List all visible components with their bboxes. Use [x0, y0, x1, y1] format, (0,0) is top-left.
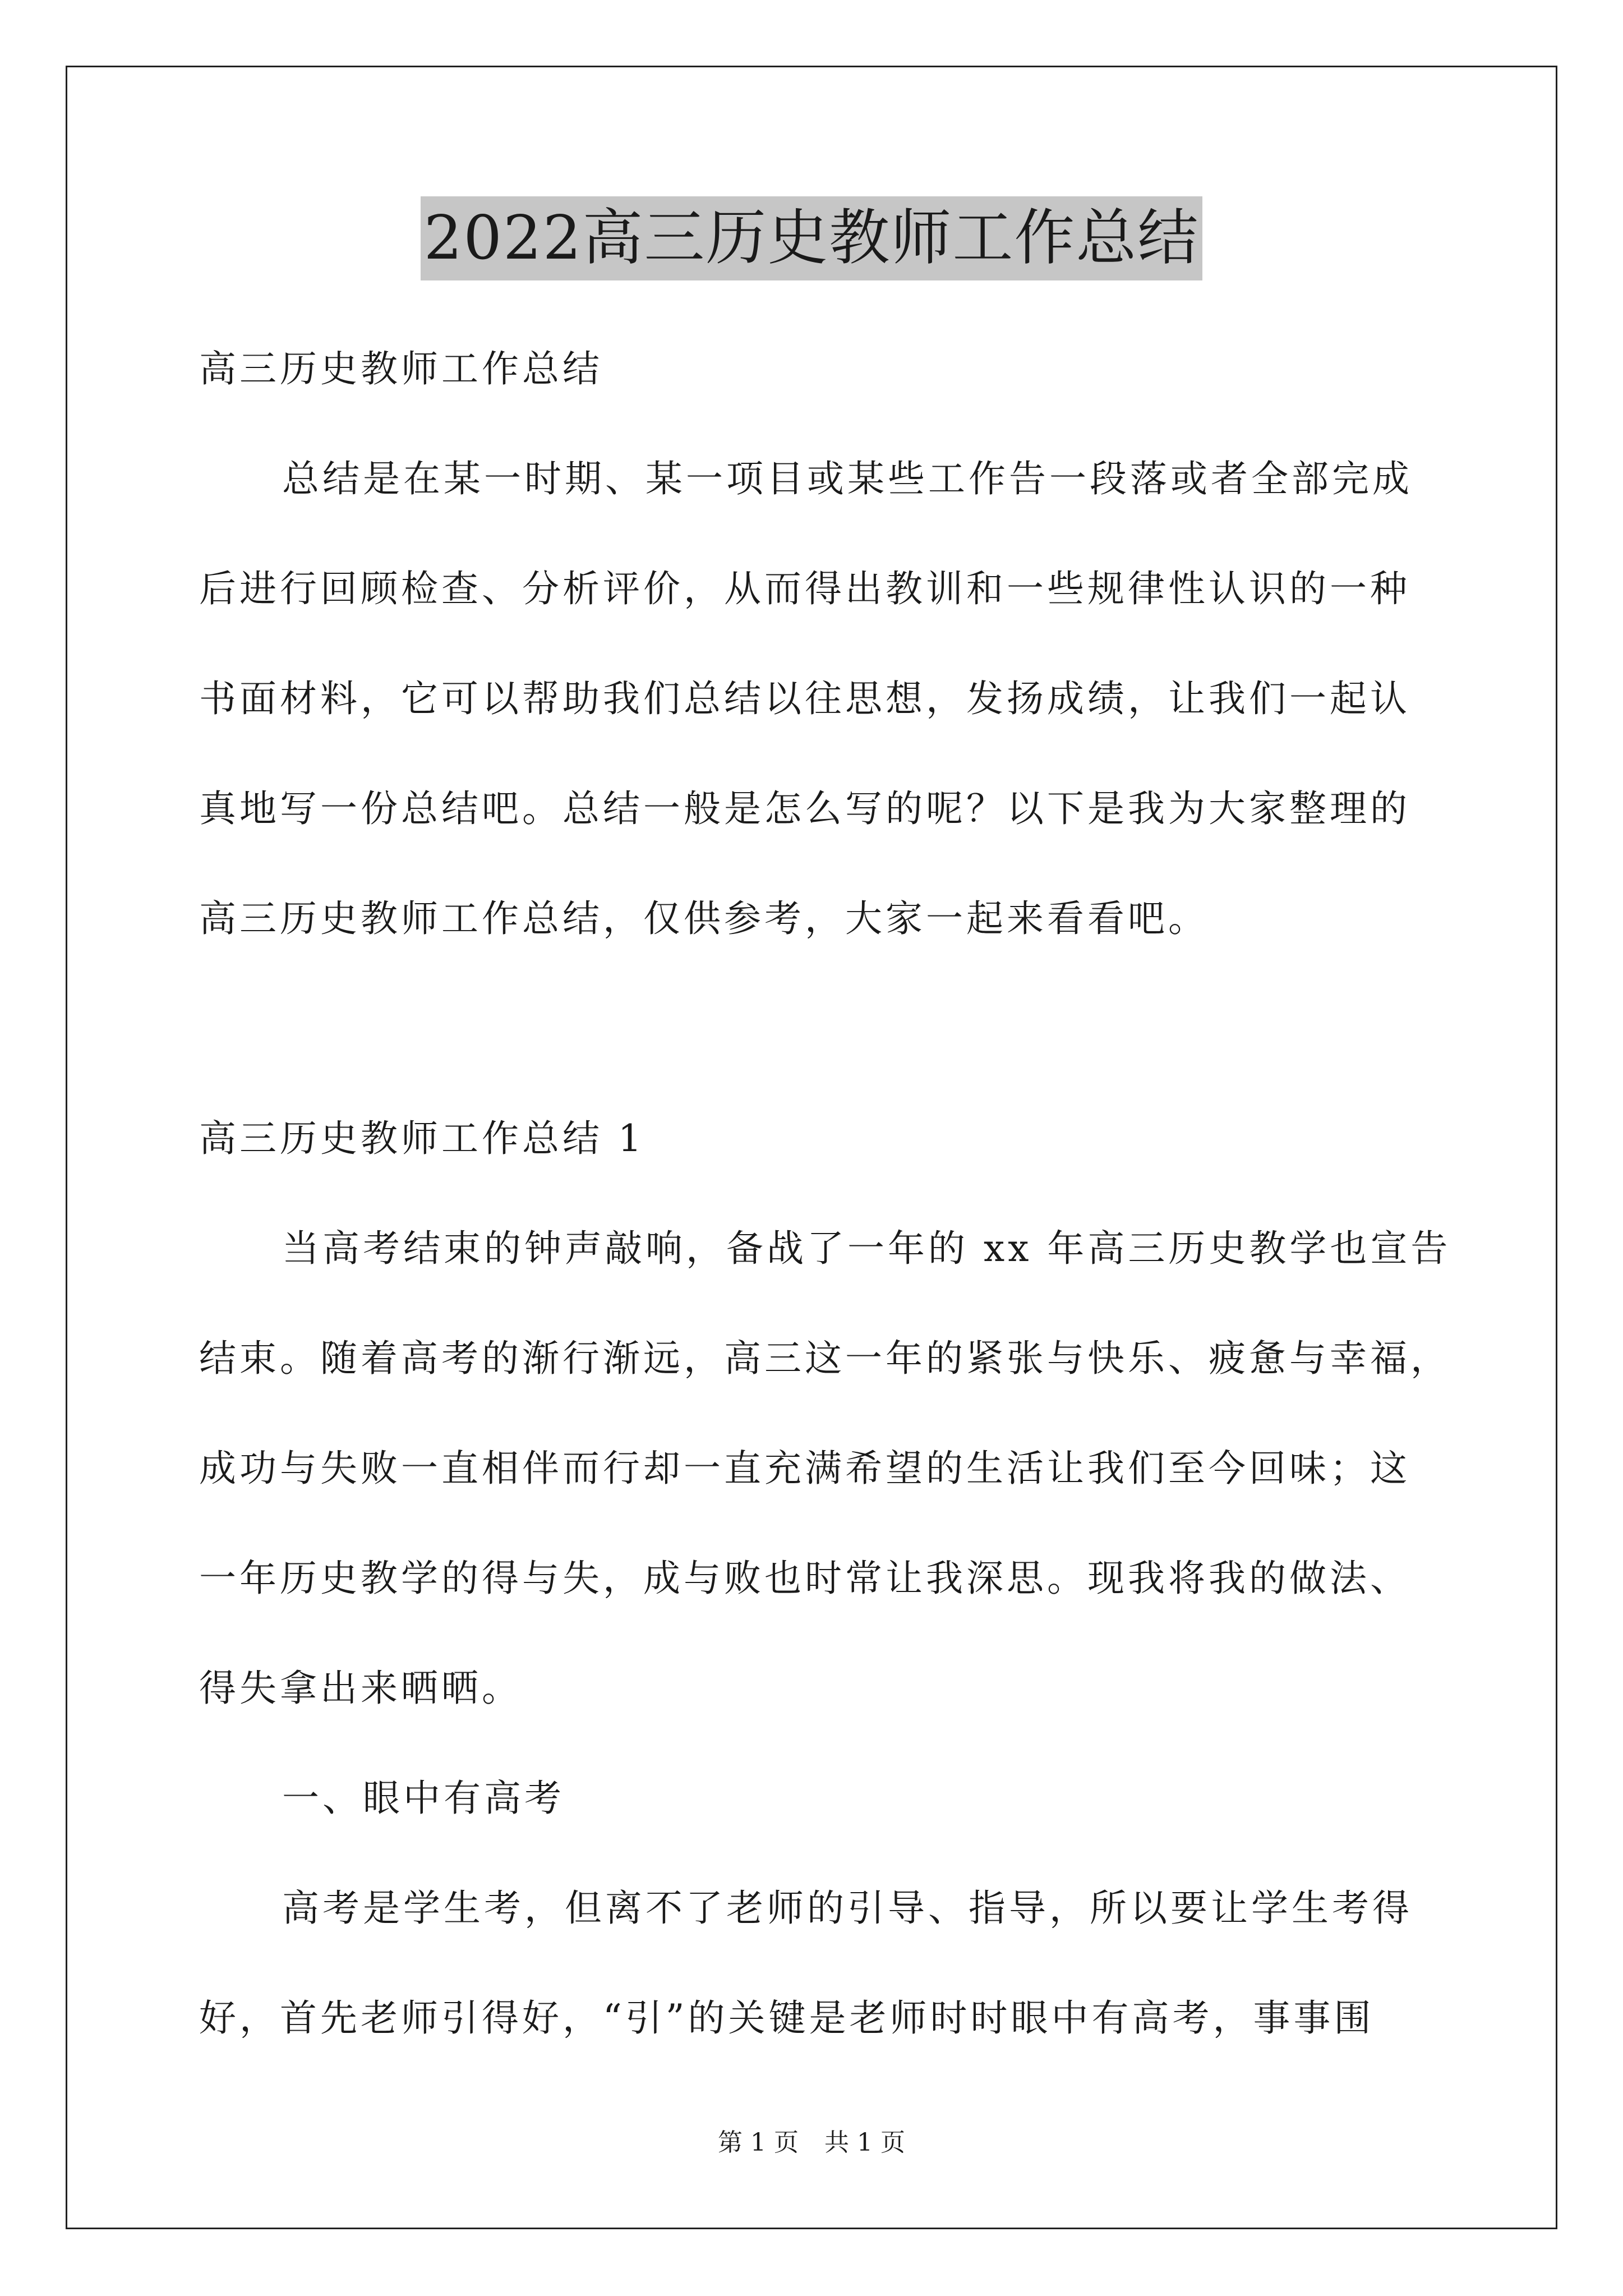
page-total: 共 1 页: [824, 2128, 905, 2157]
intro-line: 书面材料，它可以帮助我们总结以往思想，发扬成绩，让我们一起认: [199, 677, 1410, 720]
section-line: 一年历史教学的得与失，成与败也时常让我深思。现我将我的做法、: [199, 1557, 1410, 1600]
intro-line: 真地写一份总结吧。总结一般是怎么写的呢？以下是我为大家整理的: [199, 787, 1410, 830]
document-title: 2022高三历史教师工作总结: [421, 196, 1203, 280]
intro-line: 后进行回顾检查、分析评价，从而得出教训和一些规律性认识的一种: [199, 567, 1410, 610]
document-body: [199, 314, 1455, 2073]
section-line: 成功与失败一直相伴而行却一直充满希望的生活让我们至今回味；这: [199, 1447, 1410, 1490]
section-line: 得失拿出来晒晒。: [199, 1667, 522, 1710]
page-number: 第 1 页: [718, 2128, 799, 2157]
intro-line: 总结是在某一时期、某一项目或某些工作告一段落或者全部完成: [282, 457, 1413, 500]
subtitle: 高三历史教师工作总结: [199, 347, 603, 390]
intro-line: 高三历史教师工作总结，仅供参考，大家一起来看看吧。: [199, 897, 1209, 940]
point-heading: 一、眼中有高考: [282, 1777, 565, 1820]
point-line: 高考是学生考，但离不了老师的引导、指导，所以要让学生考得: [282, 1887, 1413, 1930]
section-line: 结束。随着高考的渐行渐远，高三这一年的紧张与快乐、疲惫与幸福，: [199, 1337, 1451, 1380]
section-line: 当高考结束的钟声敲响，备战了一年的 xx 年高三历史教学也宣告: [282, 1227, 1451, 1270]
point-line: 好，首先老师引得好，“引”的关键是老师时时眼中有高考，事事围: [199, 1996, 1375, 2040]
page-footer: [0, 2126, 1623, 2160]
section-heading: 高三历史教师工作总结 1: [199, 1117, 645, 1160]
spacer: [199, 974, 1455, 1084]
title-container: [0, 196, 1623, 280]
